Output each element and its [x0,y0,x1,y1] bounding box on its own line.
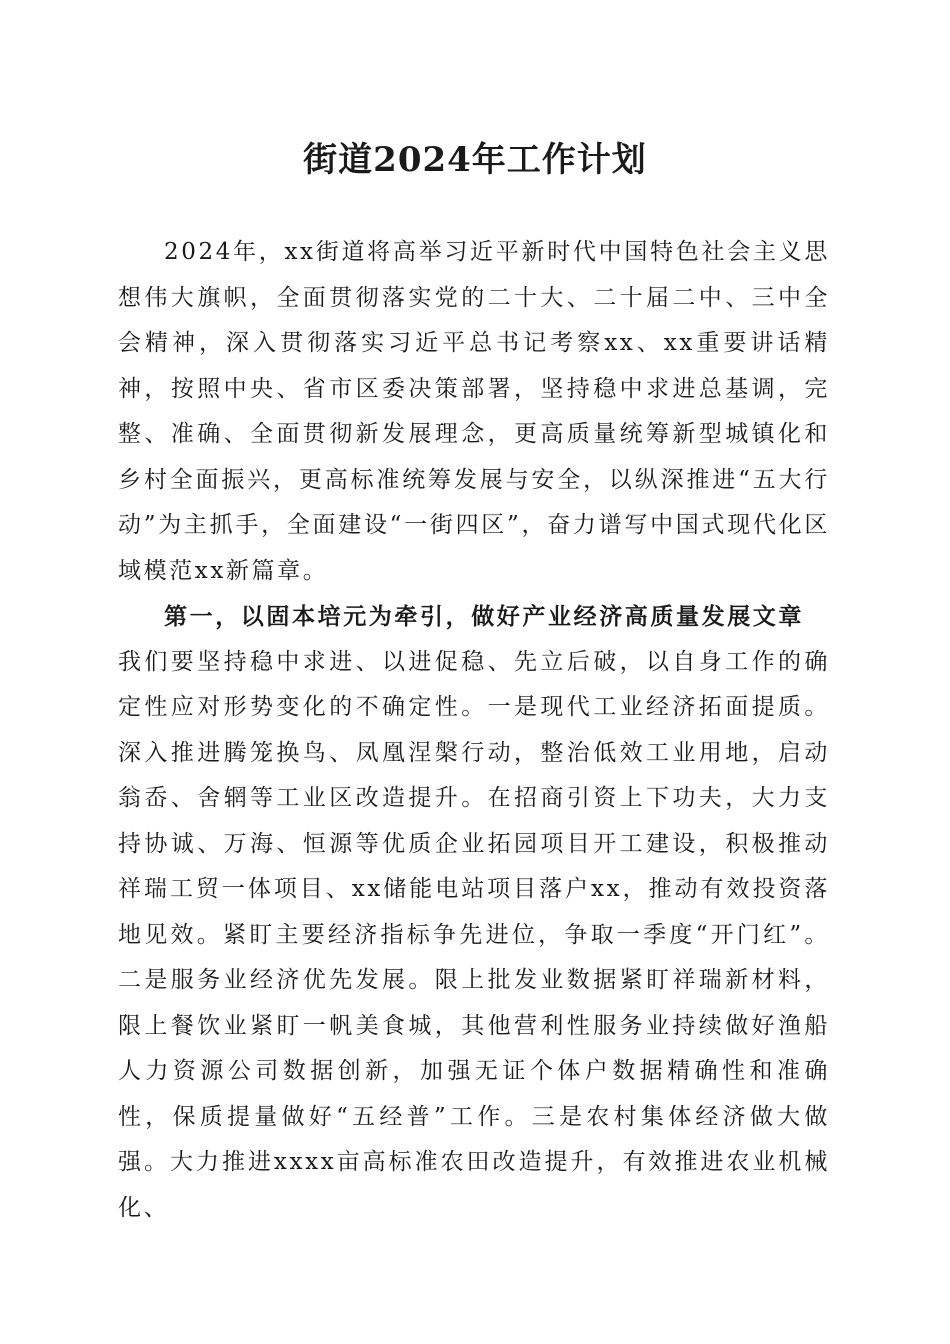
section-heading: 第一，以固本培元为牵引，做好产业经济高质量发展文章 [164,603,804,630]
document-body [118,230,830,1231]
document-title: 街道2024年工作计划 [303,140,647,180]
section-body-paragraph: 我们要坚持稳中求进、以进促稳、先立后破，以自身工作的确定性应对形势变化的不确定性。一是现代工业经济拓面提质。深入推进腾笼换鸟、凤凰涅槃行动，整治低效工业用地，启动翁岙、舍辋等工业区改造提升。在招商引资上下功夫，大力支持协诚、万海、恒源等优质企业拓园项目开工建设，积极推动祥瑞工贸一体项目、xx储能电站项目落户xx，推动有效投资落地见效。紧盯主要经济指标争先进位，争取一季度“开门红”。二是服务业经济优先发展。限上批发业数据紧盯祥瑞新材料，限上餐饮业紧盯一帆美食城，其他营利性服务业持续做好渔船人力资源公司数据创新，加强无证个体户数据精确性和准确性，保质提量做好“五经普”工作。三是农村集体经济做大做强。大力推进xxxx亩高标准农田改造提升，有效推进农业机械化、 [118,648,830,1221]
intro-paragraph: 2024年，xx街道将高举习近平新时代中国特色社会主义思想伟大旗帜，全面贯彻落实党的二十大、二十届二中、三中全会精神，深入贯彻落实习近平总书记考察xx、xx重要讲话精神，按照中央、省市区委决策部署，坚持稳中求进总基调，完整、准确、全面贯彻新发展理念，更高质量统筹新型城镇化和乡村全面振兴，更高标准统筹发展与安全，以纵深推进“五大行动”为主抓手，全面建设“一街四区”，奋力谱写中国式现代化区域模范xx新篇章。 [118,239,830,584]
